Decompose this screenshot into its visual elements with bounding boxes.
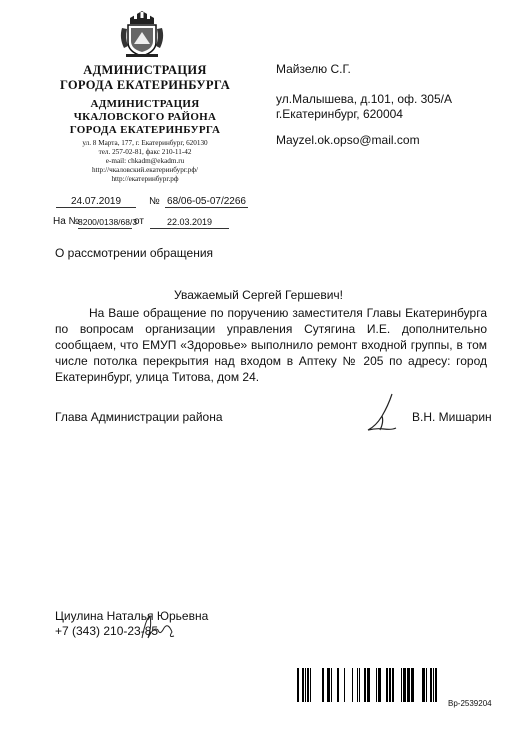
barcode-bar: [327, 668, 330, 702]
reference-number: 8200/0138/68/3: [78, 217, 138, 227]
greeting: Уважаемый Сергей Гершевич!: [174, 288, 343, 302]
barcode-bar: [376, 668, 377, 702]
recipient-name: Майзелю С.Г.: [276, 62, 351, 76]
org-line: ГОРОДА ЕКАТЕРИНБУРГА: [69, 124, 221, 136]
barcode-bar: [302, 668, 304, 702]
barcode-bar: [407, 668, 410, 702]
signatory-name: В.Н. Мишарин: [412, 410, 492, 424]
reference-from: от: [134, 216, 144, 227]
barcode-bar: [426, 668, 427, 702]
barcode-bar: [386, 668, 388, 702]
executor-signature-mark: [138, 612, 178, 642]
contact-line: http://екатеринбург.рф: [111, 175, 179, 183]
barcode-bar: [433, 668, 434, 702]
barcode-bar: [392, 668, 394, 702]
barcode-bar: [357, 668, 358, 702]
recipient-email: Mayzel.ok.opso@mail.com: [276, 133, 420, 147]
outgoing-date: 24.07.2019: [56, 196, 136, 208]
barcode-bar: [359, 668, 360, 702]
contact-line: тел. 257-02-81, факс 210-11-42: [98, 148, 192, 156]
barcode-bar: [389, 668, 391, 702]
barcode-bar: [378, 668, 381, 702]
barcode-bar: [422, 668, 425, 702]
barcode-bar: [430, 668, 432, 702]
org-line: ЧКАЛОВСКОГО РАЙОНА: [73, 111, 217, 123]
org-line: ГОРОДА ЕКАТЕРИНБУРГА: [59, 78, 231, 92]
number-sign: №: [149, 196, 160, 207]
organization-name: [40, 63, 250, 93]
document-barcode: [297, 668, 437, 702]
executor-name: Циулина Наталья Юрьевна: [55, 609, 209, 623]
signature-mark: [362, 392, 402, 434]
org-line: АДМИНИСТРАЦИЯ: [83, 63, 207, 77]
org-line: АДМИНИСТРАЦИЯ: [90, 98, 200, 110]
letter-subject: О рассмотрении обращения: [55, 246, 214, 260]
contact-line: http://чкаловский.екатеринбург.рф/: [91, 166, 199, 174]
barcode-bar: [337, 668, 339, 702]
coat-of-arms-icon: [118, 8, 166, 60]
barcode-bar: [322, 668, 324, 702]
contact-line: ул. 8 Марта, 177, г. Екатеринбург, 620130: [82, 139, 208, 147]
barcode-code: Вр-2539204: [448, 699, 492, 708]
barcode-bar: [344, 668, 345, 702]
barcode-bar: [305, 668, 306, 702]
barcode-bar: [367, 668, 370, 702]
reference-date: 22.03.2019: [150, 216, 229, 229]
barcode-bar: [364, 668, 366, 702]
contact-line: e-mail: chkadm@ekadm.ru: [105, 157, 185, 165]
letter-body: На Ваше обращение по поручению заместителя Главы Екатеринбурга по вопросам организации управления Сутягина И.Е. дополнительно сообщаем, что ЕМУП «Здоровье» выполнило ремонт входной группы, в том числе потолка перекрытия над входом в Аптеку № 205 по адресу: город Екатеринбург, улица Титова, дом 24.: [55, 306, 487, 384]
barcode-bar: [310, 668, 311, 702]
barcode-bar: [331, 668, 332, 702]
barcode-bar: [411, 668, 414, 702]
barcode-bar: [401, 668, 402, 702]
executor-phone: +7 (343) 210-23-85: [55, 624, 159, 638]
recipient-city: г.Екатеринбург, 620004: [276, 107, 403, 121]
recipient-street: ул.Малышева, д.101, оф. 305/А: [276, 92, 452, 106]
barcode-bar: [352, 668, 353, 702]
reference-prefix: На №: [53, 216, 80, 227]
barcode-bar: [403, 668, 406, 702]
outgoing-number: 68/06-05-07/2266: [165, 196, 248, 208]
district-name: [40, 98, 250, 137]
signatory-position: Глава Администрации района: [55, 410, 223, 424]
barcode-bar: [435, 668, 437, 702]
barcode-bar: [307, 668, 309, 702]
barcode-bar: [297, 668, 299, 702]
org-contacts: [40, 139, 250, 184]
